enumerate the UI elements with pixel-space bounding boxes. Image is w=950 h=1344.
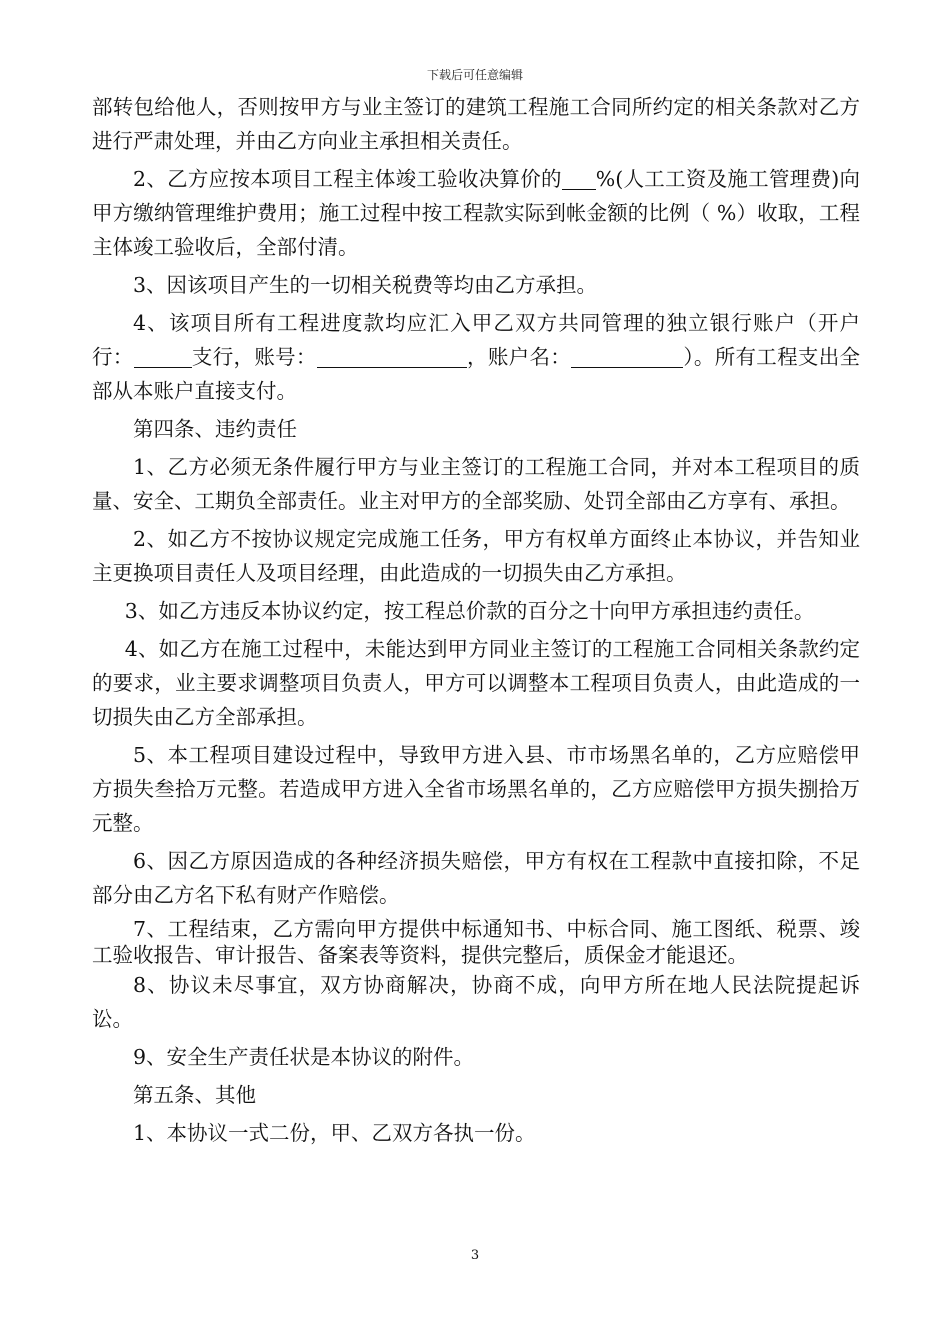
section-heading-5: 第五条、其他 <box>133 1083 256 1107</box>
paragraph-continuation: 部转包给他人，否则按甲方与业主签订的建筑工程施工合同所约定的相关条款对乙方进行严肃处理，并由乙方向业主承担相关责任。 <box>92 95 860 153</box>
breach-clause-4: 4、如乙方在施工过程中，未能达到甲方同业主签订的工程施工合同相关条款约定的要求，业主要求调整项目负责人，甲方可以调整本工程项目负责人，由此造成的一切损失由乙方全部承担。 <box>92 637 860 729</box>
clause-bank-account <box>92 306 860 408</box>
clause-text: 4、该项目所有工程进度款均应汇入甲乙双方共同管理的独立银行账户（开户行： <box>92 311 860 369</box>
breach-clause-1: 1、乙方必须无条件履行甲方与业主签订的工程施工合同，并对本工程项目的质量、安全、工期负全部责任。业主对甲方的全部奖励、处罚全部由乙方享有、承担。 <box>92 455 860 513</box>
breach-clause-8: 8、协议未尽事宜，双方协商解决，协商不成，向甲方所在地人民法院提起诉讼。 <box>92 973 860 1031</box>
fee-percent-blank <box>562 167 596 190</box>
account-name-blank <box>571 345 683 368</box>
clause-management-fee <box>92 162 860 264</box>
breach-clause-7: 7、工程结束，乙方需向甲方提供中标通知书、中标合同、施工图纸、税票、竣工验收报告、审计报告、备案表等资料，提供完整后，质保金才能退还。 <box>92 917 860 967</box>
section-heading-4: 第四条、违约责任 <box>133 417 297 441</box>
breach-clause-5: 5、本工程项目建设过程中，导致甲方进入县、市市场黑名单的，乙方应赔偿甲方损失叁拾万元整。若造成甲方进入全省市场黑名单的，乙方应赔偿甲方损失捌拾万元整。 <box>92 743 860 835</box>
page-number: 3 <box>470 1248 480 1263</box>
page-header: 下载后可任意编辑 <box>426 68 523 82</box>
clause-text: ，账户名： <box>466 345 572 369</box>
document-body <box>92 90 860 1154</box>
clause-taxes: 3、因该项目产生的一切相关税费等均由乙方承担。 <box>133 273 598 297</box>
breach-clause-3: 3、如乙方违反本协议约定，按工程总价款的百分之十向甲方承担违约责任。 <box>124 599 815 623</box>
breach-clause-6: 6、因乙方原因造成的各种经济损失赔偿，甲方有权在工程款中直接扣除，不足部分由乙方名下私有财产作赔偿。 <box>92 849 860 907</box>
clause-text: 支行，账号： <box>191 345 317 369</box>
breach-clause-9: 9、安全生产责任状是本协议的附件。 <box>133 1045 475 1069</box>
bank-branch-blank <box>134 345 192 368</box>
account-number-blank <box>317 345 467 368</box>
clause-text: ）。所有工程支出全部从本账户直接支付。 <box>92 345 861 403</box>
clause-text: %(人工工资及施工管理费)向甲方缴纳管理维护费用；施工过程中按工程款实际到帐金额的比例（ %）收取，工程主体竣工验收后，全部付清。 <box>92 167 860 259</box>
clause-text: 2、乙方应按本项目工程主体竣工验收决算价的 <box>133 167 562 191</box>
breach-clause-2: 2、如乙方不按协议规定完成施工任务，甲方有权单方面终止本协议，并告知业主更换项目责任人及项目经理，由此造成的一切损失由乙方承担。 <box>92 527 860 585</box>
other-clause-1: 1、本协议一式二份，甲、乙双方各执一份。 <box>133 1121 536 1145</box>
